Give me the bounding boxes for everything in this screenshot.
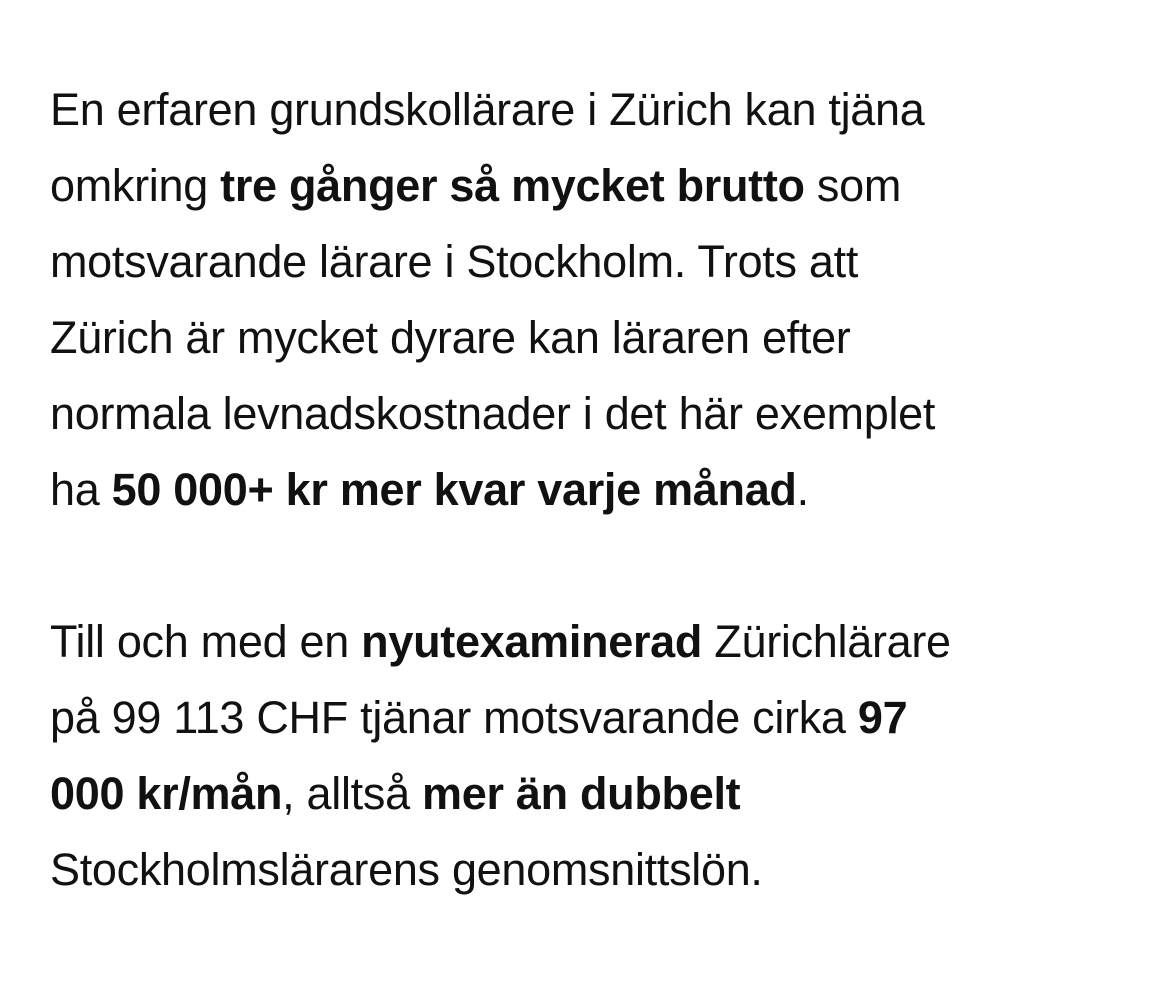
text-line bbox=[50, 72, 1140, 148]
bold-text-run: 50 000+ kr mer kvar varje månad bbox=[111, 464, 797, 515]
text-run: på 99 113 CHF tjänar motsvarande cirka bbox=[50, 692, 858, 743]
bold-text-run: 000 kr/mån bbox=[50, 768, 283, 819]
bold-text-run: nyutexaminerad bbox=[361, 616, 703, 667]
text-run: Zürich är mycket dyrare kan läraren efter bbox=[50, 312, 851, 363]
text-run: omkring bbox=[50, 160, 221, 211]
text-run: . bbox=[796, 464, 809, 515]
text-run: som bbox=[804, 160, 902, 211]
bold-text-run: mer än dubbelt bbox=[422, 768, 741, 819]
article-text bbox=[50, 72, 1140, 908]
text-run: Zürichlärare bbox=[702, 616, 951, 667]
paragraph-spacer bbox=[50, 528, 1140, 604]
text-line bbox=[50, 832, 1140, 908]
text-line bbox=[50, 680, 1140, 756]
text-run: normala levnadskostnader i det här exemplet bbox=[50, 388, 936, 439]
text-run: motsvarande lärare i Stockholm. Trots att bbox=[50, 236, 859, 287]
text-line bbox=[50, 376, 1140, 452]
text-run: ha bbox=[50, 464, 112, 515]
text-line bbox=[50, 604, 1140, 680]
bold-text-run: 97 bbox=[857, 692, 908, 743]
text-run: Stockholmslärarens genomsnittslön. bbox=[50, 844, 763, 895]
text-line bbox=[50, 148, 1140, 224]
bold-text-run: tre gånger så mycket brutto bbox=[220, 160, 805, 211]
text-line bbox=[50, 452, 1140, 528]
text-run: Till och med en bbox=[50, 616, 362, 667]
text-run: , alltså bbox=[282, 768, 423, 819]
paragraph bbox=[50, 72, 1140, 528]
text-line bbox=[50, 224, 1140, 300]
text-run: En erfaren grundskollärare i Zürich kan tjäna bbox=[50, 84, 925, 135]
paragraph bbox=[50, 604, 1140, 908]
text-line bbox=[50, 756, 1140, 832]
text-line bbox=[50, 300, 1140, 376]
